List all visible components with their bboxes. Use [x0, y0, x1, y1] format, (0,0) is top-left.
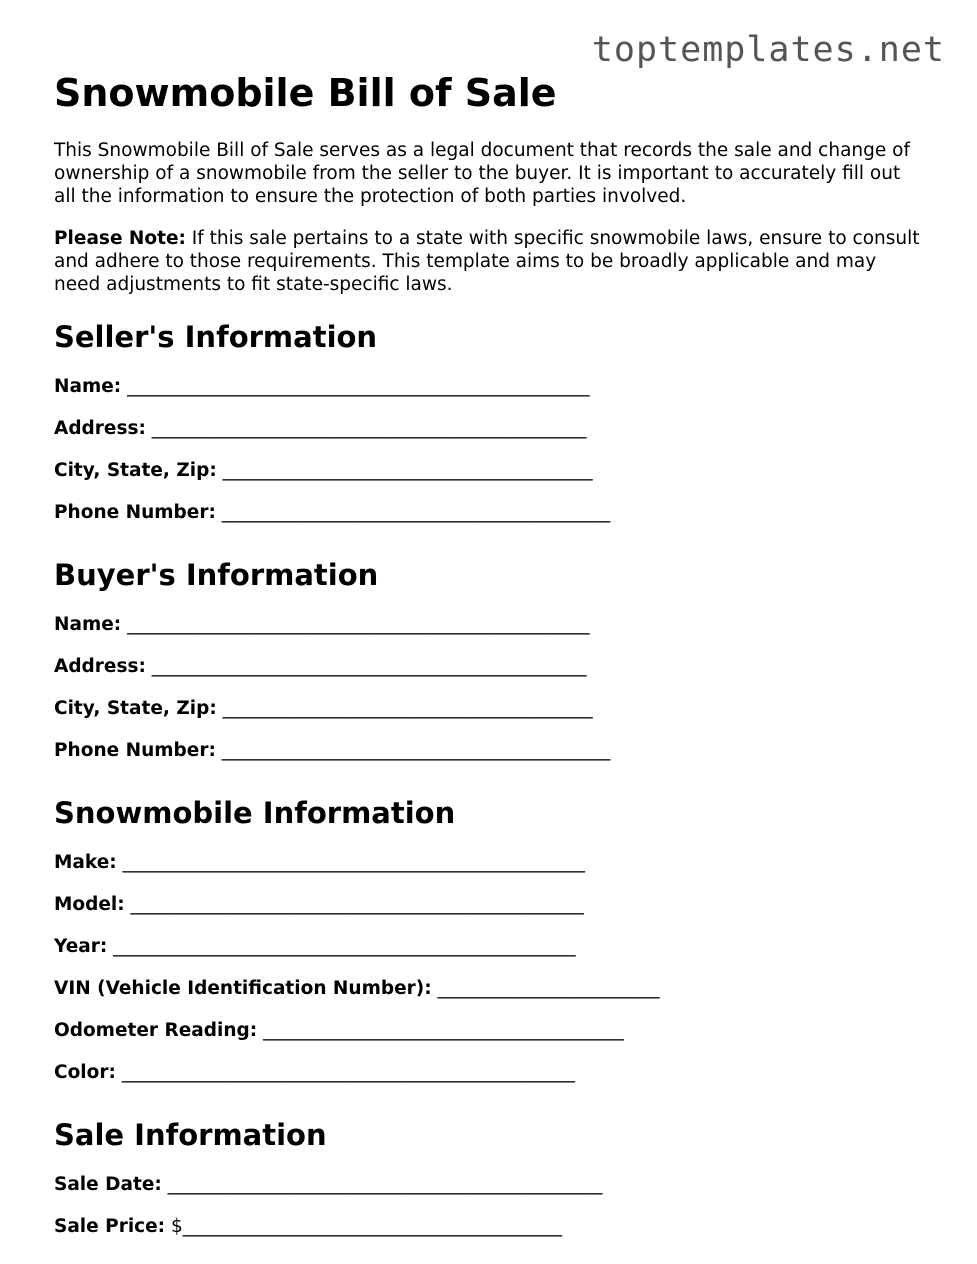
- year-field[interactable]: [54, 935, 924, 977]
- fill-line[interactable]: ________________________________________: [216, 460, 593, 481]
- fill-line[interactable]: __________________________________________________: [121, 614, 590, 635]
- field-label: Name:: [54, 376, 122, 397]
- buyer-name-field[interactable]: [54, 613, 924, 655]
- fill-line[interactable]: _________________________________________________: [124, 894, 584, 915]
- sale-heading: Sale Information: [54, 1118, 327, 1152]
- note-text: If this sale pertains to a state with specific snowmobile laws, ensure to consult and adhere to those requirements. This template aims to be broadly applicable and may need adjustments to fit state-specific laws.: [54, 228, 920, 295]
- note-label: Please Note:: [54, 228, 186, 249]
- fill-line[interactable]: __________________________________________________: [121, 376, 590, 397]
- field-label: City, State, Zip:: [54, 460, 217, 481]
- sale-price-field[interactable]: [54, 1215, 924, 1257]
- field-label: Make:: [54, 852, 117, 873]
- fill-line[interactable]: __________________________________________________: [107, 936, 576, 957]
- field-label: Phone Number:: [54, 502, 216, 523]
- snowmobile-section: [54, 795, 924, 1103]
- make-field[interactable]: [54, 851, 924, 893]
- field-label: Color:: [54, 1062, 116, 1083]
- field-label: Address:: [54, 418, 146, 439]
- vin-field[interactable]: [54, 977, 924, 1019]
- sale-date-field[interactable]: [54, 1173, 924, 1215]
- fill-line[interactable]: $_________________________________________: [165, 1216, 562, 1237]
- fill-line[interactable]: ________________________________________: [216, 698, 593, 719]
- buyer-phone-field[interactable]: [54, 739, 924, 781]
- intro-paragraph: This Snowmobile Bill of Sale serves as a legal document that records the sale and change of ownership of a snowmobile from the seller to the buyer. It is important to accurately fill out all the information to ensure the protection of both parties involved.: [54, 140, 910, 207]
- buyer-heading: Buyer's Information: [54, 558, 379, 592]
- field-label: Sale Date:: [54, 1174, 162, 1195]
- field-label: Model:: [54, 894, 125, 915]
- fill-line[interactable]: _______________________________________________: [161, 1174, 603, 1195]
- fill-line[interactable]: _______________________________________: [257, 1020, 624, 1041]
- seller-phone-field[interactable]: [54, 501, 924, 543]
- buyer-address-field[interactable]: [54, 655, 924, 697]
- field-label: Year:: [54, 936, 108, 957]
- watermark: toptemplates.net: [591, 30, 945, 70]
- document-page: [54, 70, 924, 1257]
- fill-line[interactable]: _______________________________________________: [145, 418, 587, 439]
- seller-name-field[interactable]: [54, 375, 924, 417]
- fill-line[interactable]: _______________________________________________: [145, 656, 587, 677]
- field-label: Sale Price:: [54, 1216, 166, 1237]
- buyer-section: [54, 557, 924, 781]
- seller-city-state-zip-field[interactable]: [54, 459, 924, 501]
- fill-line[interactable]: __________________________________________: [215, 502, 611, 523]
- fill-line[interactable]: __________________________________________________: [116, 852, 586, 873]
- fill-line[interactable]: __________________________________________: [215, 740, 611, 761]
- field-label: VIN (Vehicle Identification Number):: [54, 978, 432, 999]
- note-paragraph: [54, 227, 924, 296]
- page-title: Snowmobile Bill of Sale: [54, 71, 557, 115]
- fill-line[interactable]: _________________________________________________: [115, 1062, 575, 1083]
- seller-heading: Seller's Information: [54, 320, 378, 354]
- fill-line[interactable]: ________________________: [431, 978, 660, 999]
- field-label: Address:: [54, 656, 146, 677]
- seller-section: [54, 319, 924, 543]
- buyer-city-state-zip-field[interactable]: [54, 697, 924, 739]
- color-field[interactable]: [54, 1061, 924, 1103]
- seller-address-field[interactable]: [54, 417, 924, 459]
- field-label: Name:: [54, 614, 122, 635]
- field-label: City, State, Zip:: [54, 698, 217, 719]
- model-field[interactable]: [54, 893, 924, 935]
- field-label: Odometer Reading:: [54, 1020, 258, 1041]
- odometer-field[interactable]: [54, 1019, 924, 1061]
- snowmobile-heading: Snowmobile Information: [54, 796, 456, 830]
- field-label: Phone Number:: [54, 740, 216, 761]
- sale-section: [54, 1117, 924, 1257]
